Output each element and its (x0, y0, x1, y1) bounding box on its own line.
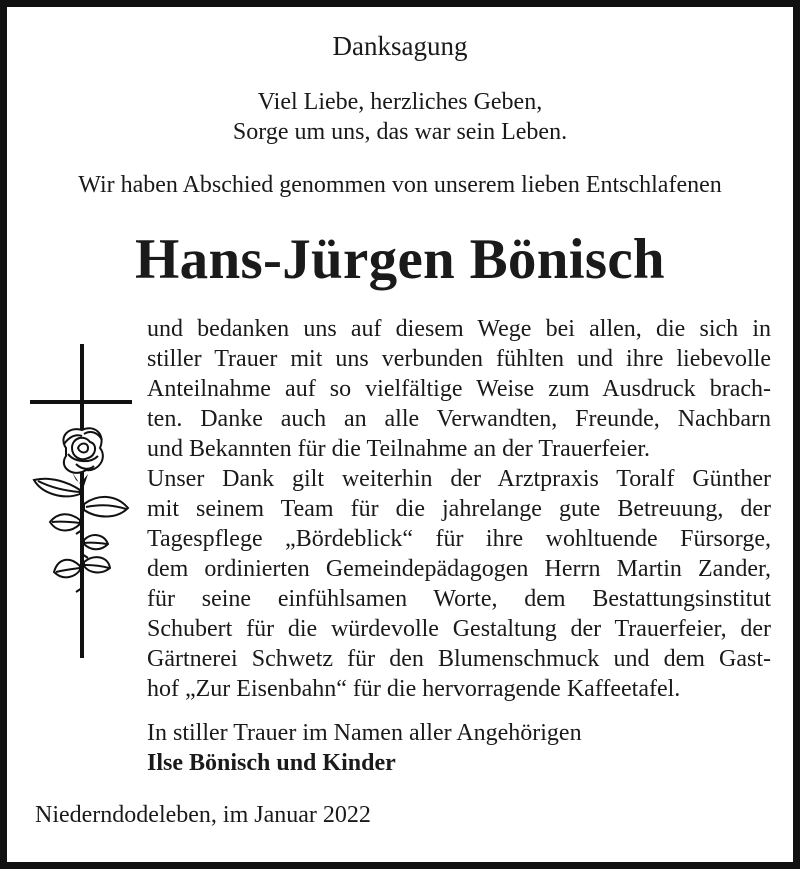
deceased-name: Hans-Jürgen Bönisch (135, 228, 665, 291)
signature-block (147, 718, 582, 778)
text-line: dem ordinierten Gemeindepädagogen Herrn Martin Zander, (147, 556, 771, 582)
signatories: Ilse Bönisch und Kinder (147, 750, 396, 776)
notice-title: Danksagung (332, 31, 468, 61)
text-line: für seine einfühlsamen Worte, dem Bestattungsinstitut (147, 586, 771, 612)
text-line: mit seinem Team für die jahrelange gute Betreuung, der (147, 496, 771, 522)
text-line: Anteilnahme auf so vielfältige Weise zum Ausdruck brach- (147, 376, 771, 402)
text-line: Unser Dank gilt weiterhin der Arztpraxis Toralf Günther (147, 466, 771, 492)
text-line: Gärtnerei Schwetz für den Blumenschmuck und dem Gast- (147, 646, 771, 672)
intro-text: Wir haben Abschied genommen von unserem lieben Entschlafenen (78, 172, 722, 198)
closing-text: In stiller Trauer im Namen aller Angehörigen (147, 720, 582, 746)
verse-line: Viel Liebe, herzliches Geben, (257, 89, 543, 115)
text-line: und Bekannten für die Teilnahme an der Trauerfeier. (147, 436, 651, 462)
text-line: Schubert für die würdevolle Gestaltung der Trauerfeier, der (147, 616, 771, 642)
text-line: stiller Trauer mit uns verbunden fühlten und ihre liebevolle (147, 346, 771, 372)
text-line: Tagespflege „Bördeblick“ für ihre wohltuende Fürsorge, (147, 526, 771, 552)
verse-line: Sorge um uns, das war sein Leben. (232, 119, 568, 145)
text-line: hof „Zur Eisenbahn“ für die hervorragende Kaffeetafel. (147, 676, 681, 702)
text-line: ten. Danke auch an alle Verwandten, Freunde, Nachbarn (147, 406, 771, 432)
thanks-text (147, 314, 771, 704)
verse (0, 87, 800, 147)
place-date: Niederndodeleben, im Januar 2022 (35, 802, 371, 828)
cross-with-rose-icon (28, 344, 134, 660)
text-line: und bedanken uns auf diesem Wege bei allen, die sich in (147, 316, 771, 342)
